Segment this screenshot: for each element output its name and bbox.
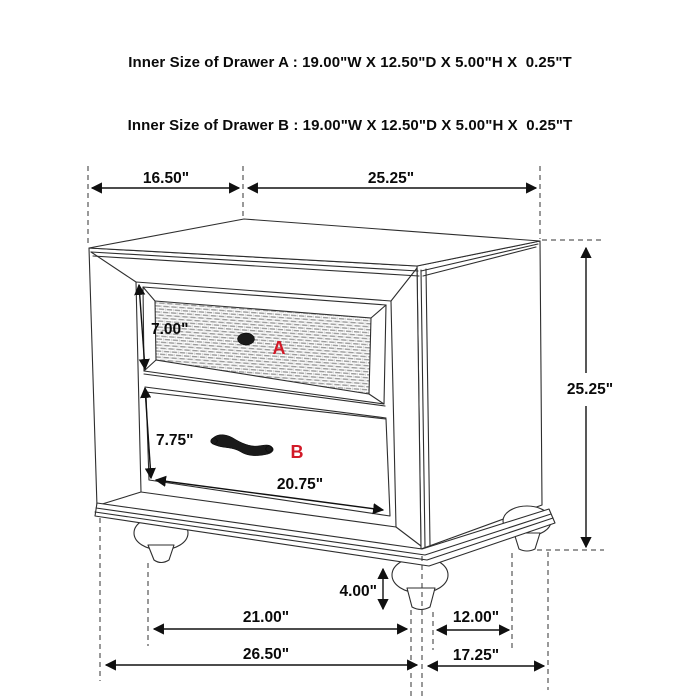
side-face-panel — [417, 241, 542, 549]
drawer-b-letter: B — [290, 442, 304, 462]
dim-side-feet-spacing — [437, 609, 509, 630]
dim-drawer-a-height-label: 7.00" — [151, 321, 189, 338]
drawer-a-knob-icon[interactable] — [238, 333, 255, 345]
dim-top-depth-label: 16.50" — [142, 170, 190, 187]
dim-top-width-label: 25.25" — [367, 170, 415, 187]
dim-top-depth — [92, 170, 239, 188]
side-face — [417, 241, 542, 549]
dim-overall-depth — [428, 647, 544, 666]
nightstand-drawing — [89, 219, 555, 610]
handle-right-end — [266, 446, 272, 452]
dim-side-feet-spacing-label: 12.00" — [452, 609, 500, 626]
header-line-drawer-b: Inner Size of Drawer B : 19.00"W X 12.50"D X 5.00"H X 0.25"T — [127, 117, 573, 134]
dim-overall-width — [106, 646, 417, 665]
dim-foot-height — [339, 569, 383, 609]
header-line-drawer-a: Inner Size of Drawer A : 19.00"W X 12.50"D X 5.00"H X 0.25"T — [128, 54, 572, 71]
dim-overall-depth-label: 17.25" — [452, 647, 500, 664]
dim-overall-height — [567, 248, 613, 547]
handle-left-end — [211, 438, 217, 444]
dim-front-feet-spacing — [154, 609, 407, 629]
dim-drawer-b-height-label: 7.75" — [156, 432, 194, 449]
dim-overall-height-label: 25.25" — [566, 381, 614, 398]
dim-foot-height-label: 4.00" — [339, 583, 377, 600]
drawer-a-letter: A — [272, 338, 286, 358]
dim-front-feet-spacing-label: 21.00" — [242, 609, 290, 626]
dim-overall-width-label: 26.50" — [242, 646, 290, 663]
dim-top-width — [248, 170, 536, 188]
dim-drawer-width-label: 20.75" — [276, 476, 324, 493]
